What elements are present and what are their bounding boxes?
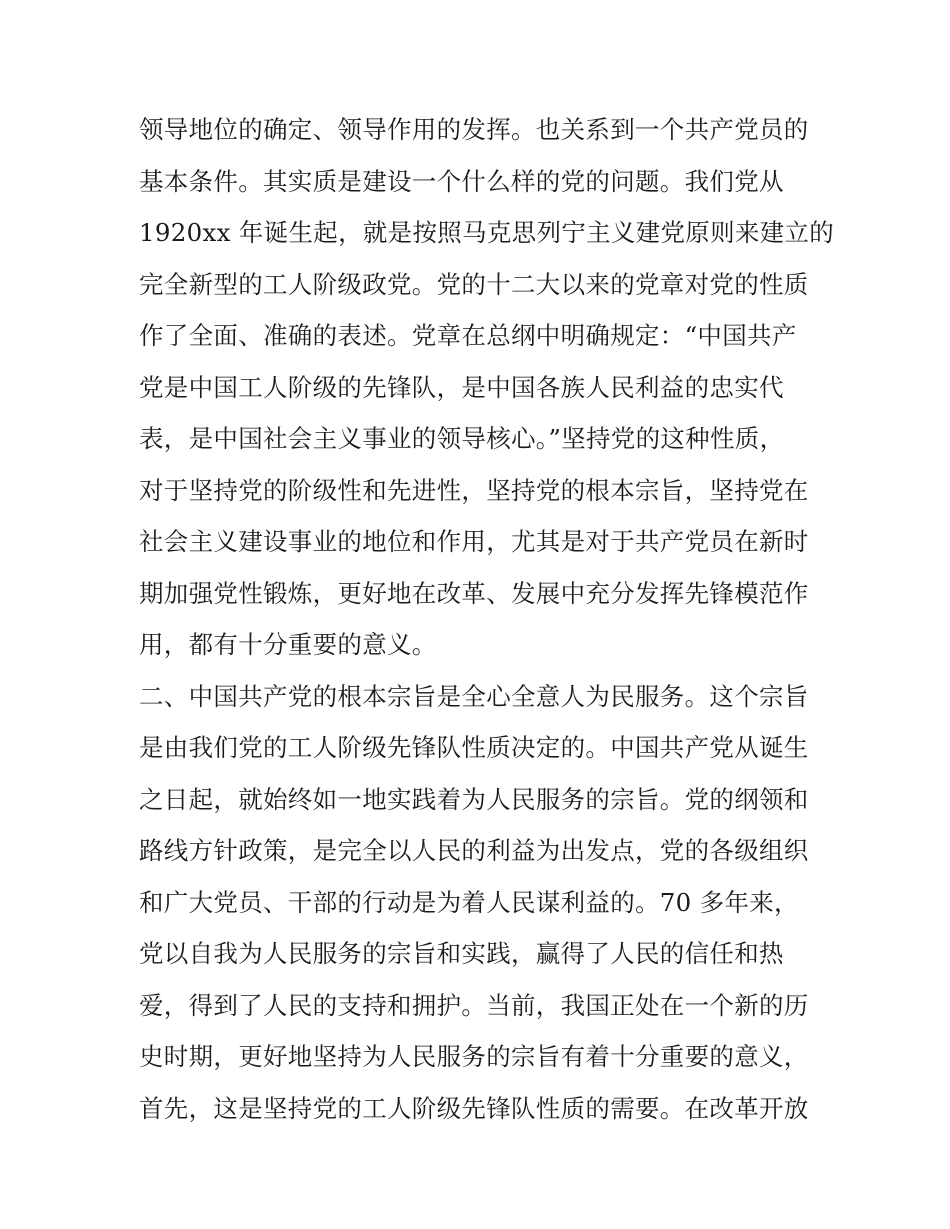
text-line: 和广大党员、干部的行动是为着人民谋利益的。70 多年来， bbox=[139, 887, 799, 917]
text-line: 爱，得到了人民的支持和拥护。当前，我国正处在一个新的历 bbox=[139, 990, 809, 1020]
text-line: 首先，这是坚持党的工人阶级先锋队性质的需要。在改革开放 bbox=[139, 1093, 809, 1123]
text-line: 党以自我为人民服务的宗旨和实践，赢得了人民的信任和热 bbox=[139, 939, 784, 968]
document-body bbox=[139, 104, 835, 1134]
text-line: 社会主义建设事业的地位和作用，尤其是对于共产党员在新时 bbox=[139, 527, 809, 556]
text-line: 路线方针政策，是完全以人民的利益为出发点，党的各级组织 bbox=[139, 836, 809, 865]
section-heading-line: 二、中国共产党的根本宗旨是全心全意人为民服务。这个宗旨 bbox=[139, 681, 809, 711]
text-line: 对于坚持党的阶级性和先进性，坚持党的根本宗旨，坚持党在 bbox=[139, 475, 809, 505]
text-line: 领导地位的确定、领导作用的发挥。也关系到一个共产党员的 bbox=[139, 115, 809, 144]
text-line: 基本条件。其实质是建设一个什么样的党的问题。我们党从 bbox=[139, 166, 784, 196]
text-line: 之日起，就始终如一地实践着为人民服务的宗旨。党的纲领和 bbox=[139, 784, 809, 814]
text-line: 史时期，更好地坚持为人民服务的宗旨有着十分重要的意义， bbox=[139, 1042, 809, 1071]
text-line: 用，都有十分重要的意义。 bbox=[139, 630, 437, 659]
text-line: 表，是中国社会主义事业的领导核心。”坚持党的这种性质， bbox=[139, 424, 785, 453]
text-line: 完全新型的工人阶级政党。党的十二大以来的党章对党的性质 bbox=[139, 269, 809, 299]
text-line: 党是中国工人阶级的先锋队，是中国各族人民利益的忠实代 bbox=[139, 372, 784, 402]
text-line: 作了全面、准确的表述。党章在总纲中明确规定：“中国共产 bbox=[139, 321, 797, 350]
text-line: 是由我们党的工人阶级先锋队性质决定的。中国共产党从诞生 bbox=[139, 733, 809, 762]
text-line: 1920xx 年诞生起，就是按照马克思列宁主义建党原则来建立的 bbox=[139, 218, 835, 247]
text-line: 期加强党性锻炼，更好地在改革、发展中充分发挥先锋模范作 bbox=[139, 578, 809, 608]
